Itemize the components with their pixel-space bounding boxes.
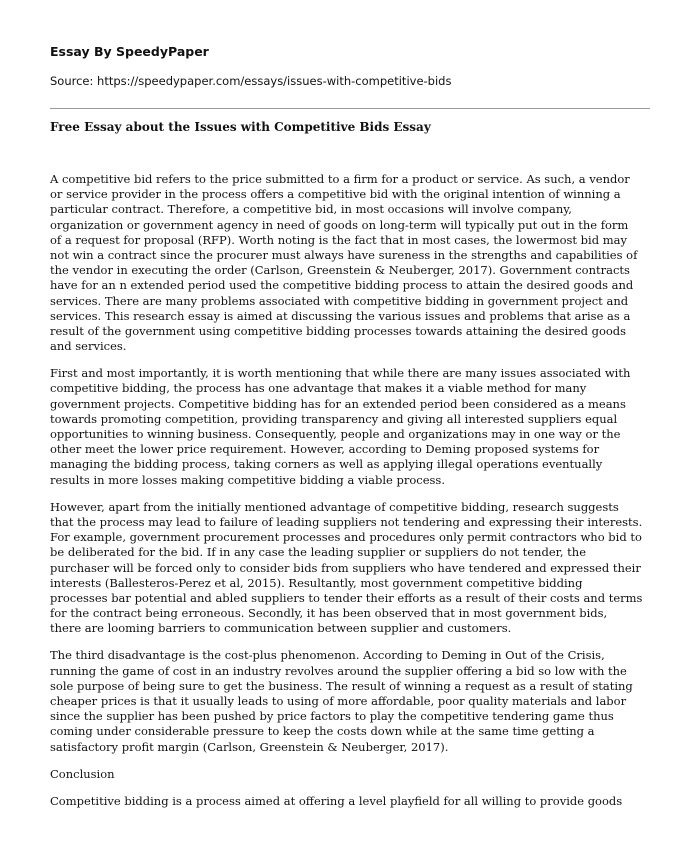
paragraph-line: managing the bidding process, taking corners as well as applying illegal operations eventually	[50, 457, 603, 472]
paragraph-line: opportunities to winning business. Consequently, people and organizations may in one way or the	[50, 427, 621, 441]
paragraph-line: running the game of cost in an industry revolves around the supplier offering a bid so low with the	[50, 663, 627, 678]
paragraph-line: coming under considerable pressure to keep the costs down while at the same time getting a	[50, 724, 595, 739]
essay-body	[50, 172, 650, 809]
paragraph-line: result of the government using competitive bidding processes towards attaining the desired goods	[50, 323, 627, 338]
paragraph-line: there are looming barriers to communication between supplier and customers.	[50, 621, 512, 636]
paragraph-line: be deliberated for the bid. If in any case the leading supplier or suppliers do not tender, the	[50, 545, 587, 560]
paragraph-line: cheaper prices is that it usually leads to using of more affordable, poor quality materials and labor	[50, 694, 627, 708]
paragraph-line: purchaser will be forced only to consider bids from suppliers who have tendered and expressed their	[50, 560, 641, 575]
paragraph-line: and services.	[50, 339, 127, 354]
paragraph-line: satisfactory profit margin (Carlson, Greenstein & Neuberger, 2017).	[50, 739, 449, 754]
paragraph-line: services. This research essay is aimed at discussing the various issues and problems that arise as a	[50, 308, 631, 323]
essay-paragraph	[50, 172, 650, 354]
essay-paragraph	[50, 366, 650, 488]
paragraph-line: For example, government procurement processes and procedures only permit contractors who bid to	[50, 530, 642, 545]
paragraph-line: since the supplier has been pushed by price factors to play the competitive tendering game thus	[50, 709, 614, 724]
paragraph-line: services. There are many problems associated with competitive bidding in government project and	[50, 293, 629, 308]
paragraph-line: interests (Ballesteros-Perez et al, 2015). Resultantly, most government competitive bidding	[50, 575, 583, 590]
paragraph-line: However, apart from the initially mentioned advantage of competitive bidding, research suggests	[50, 499, 619, 514]
paragraph-line: or service provider in the process offers a competitive bid with the original intention of winning a	[50, 187, 621, 202]
paragraph-line: processes bar potential and abled suppliers to tender their efforts as a result of their costs and terms	[50, 590, 643, 605]
paragraph-line: sole purpose of being sure to get the business. The result of winning a request as a result of stating	[50, 678, 633, 693]
paragraph-line: towards promoting competition, providing transparency and giving all interested suppliers equal	[50, 411, 618, 426]
paragraph-line: The third disadvantage is the cost-plus phenomenon. According to Deming in Out of the Crisis,	[50, 648, 605, 663]
essay-paragraph	[50, 648, 650, 754]
paragraph-list	[50, 172, 650, 755]
paragraph-line: have for an n extended period used the competitive bidding process to attain the desired goods and	[50, 278, 634, 293]
site-title: Essay By SpeedyPaper	[50, 44, 209, 59]
paragraph-line: that the process may lead to failure of leading suppliers not tendering and expressing their interests.	[50, 514, 643, 529]
paragraph-line: competitive bidding, the process has one advantage that makes it a viable method for many	[50, 381, 587, 396]
paragraph-line: the vendor in executing the order (Carlson, Greenstein & Neuberger, 2017). Government contracts	[50, 263, 630, 278]
conclusion-heading: Conclusion	[50, 766, 115, 781]
paragraph-line: particular contract. Therefore, a competitive bid, in most occasions will involve company,	[50, 202, 572, 217]
paragraph-line: other meet the lower price requirement. However, according to Deming proposed systems for	[50, 442, 600, 457]
header-divider	[50, 108, 650, 109]
paragraph-line: not win a contract since the procurer must always have sureness in the strengths and capabilities of	[50, 247, 638, 262]
paragraph-line: organization or government agency in need of goods on long-term will typically put out in the form	[50, 217, 629, 232]
paragraph-line: of a request for proposal (RFP). Worth noting is the fact that in most cases, the lowermost bid may	[50, 232, 627, 247]
paragraph-line: results in more losses making competitive bidding a viable process.	[50, 472, 445, 487]
source-line: Source: https://speedypaper.com/essays/issues-with-competitive-bids	[50, 74, 452, 88]
paragraph-line: A competitive bid refers to the price submitted to a firm for a product or service. As such, a vendor	[50, 172, 630, 186]
paragraph-line: for the contract being erroneous. Secondly, it has been observed that in most government bids,	[50, 606, 608, 621]
essay-title: Free Essay about the Issues with Competitive Bids Essay	[50, 120, 431, 134]
essay-paragraph	[50, 500, 650, 637]
paragraph-line: First and most importantly, it is worth mentioning that while there are many issues associated with	[50, 366, 631, 381]
paragraph-line: government projects. Competitive bidding has for an extended period been considered as a means	[50, 396, 626, 411]
conclusion-first-line: Competitive bidding is a process aimed at offering a level playfield for all willing to provide goods	[50, 793, 623, 808]
